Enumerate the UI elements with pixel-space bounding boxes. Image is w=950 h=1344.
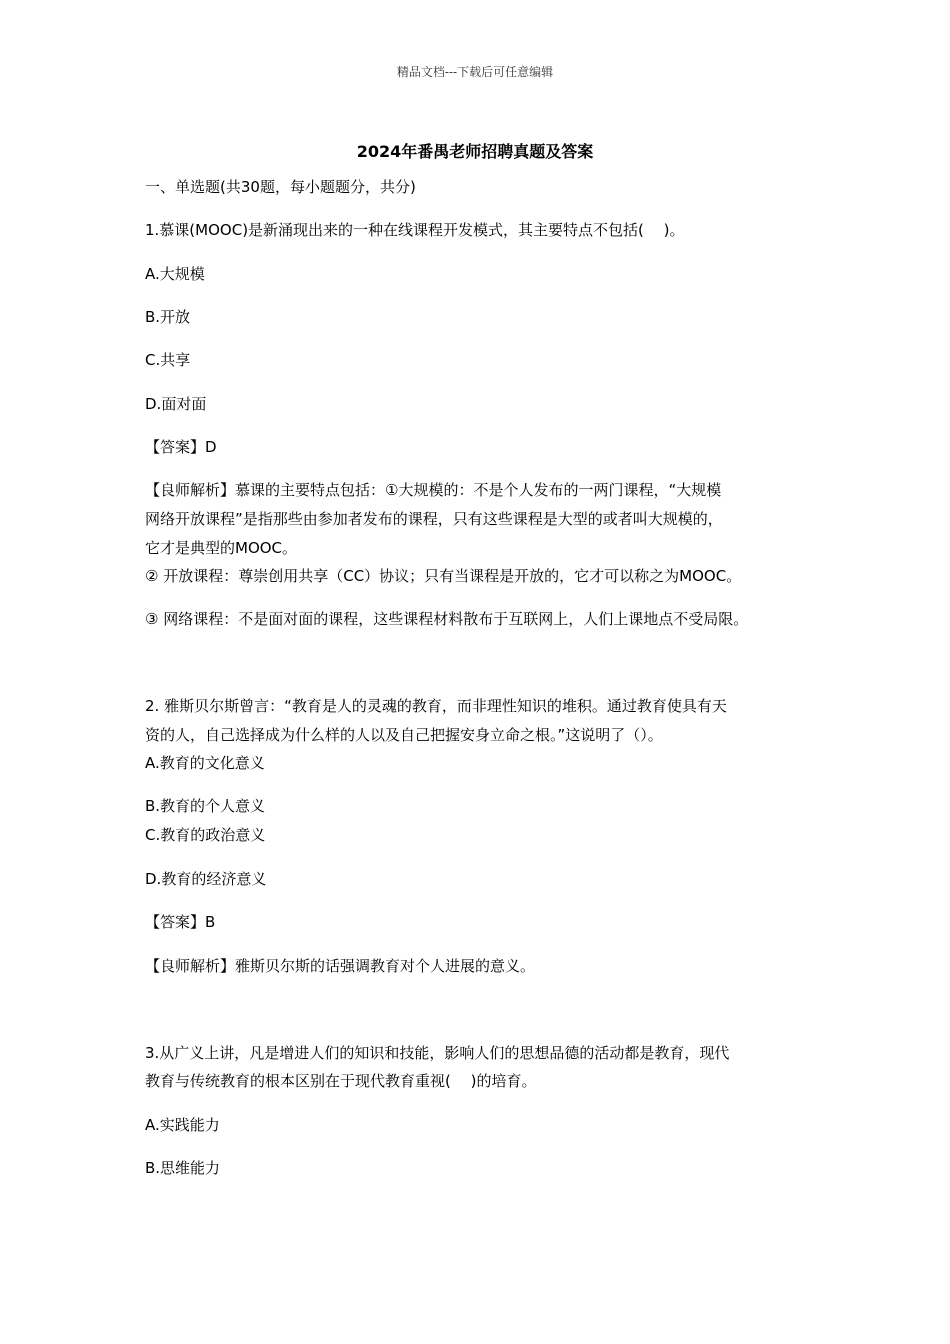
question-1-answer: 【答案】D [145,438,217,456]
question-1-stem: 1.慕课(MOOC)是新涌现出来的一种在线课程开发模式，其主要特点不包括( )。 [145,221,685,239]
question-1-analysis-line: 网络开放课程”是指那些由参加者发布的课程，只有这些课程是大型的或者叫大规模的， [145,510,723,528]
question-2-answer: 【答案】B [145,913,216,931]
question-2-option-d: D.教育的经济意义 [145,870,267,888]
question-2-stem: 资的人，自己选择成为什么样的人以及自己把握安身立命之根。”这说明了（）。 [145,726,663,744]
question-2-option-c: C.教育的政治意义 [145,826,266,844]
document-title: 2024年番禺老师招聘真题及答案 [356,142,594,161]
question-2-analysis-line: 【良师解析】雅斯贝尔斯的话强调教育对个人进展的意义。 [145,957,536,975]
question-3-stem: 教育与传统教育的根本区别在于现代教育重视( )的培育。 [145,1072,537,1090]
question-2-stem: 2. 雅斯贝尔斯曾言：“教育是人的灵魂的教育，而非理性知识的堆积。通过教育使具有天 [145,697,727,715]
question-2-option-b: B.教育的个人意义 [145,797,266,815]
question-1-option-c: C.共享 [145,351,191,369]
question-1-option-a: A.大规模 [145,265,205,283]
question-1-analysis-line: 它才是典型的MOOC。 [145,539,298,557]
question-1-option-b: B.开放 [145,308,191,326]
question-3-option-a: A.实践能力 [145,1116,220,1134]
page-header: 精品文档---下载后可任意编辑 [396,65,554,79]
question-1-analysis-line: 【良师解析】慕课的主要特点包括：①大规模的：不是个人发布的一两门课程，“大规模 [145,481,722,499]
question-1-option-d: D.面对面 [145,395,207,413]
section-heading: 一、单选题(共30题，每小题题分，共分) [145,178,416,196]
question-3-option-b: B.思维能力 [145,1159,221,1177]
question-1-analysis-line: ③ 网络课程：不是面对面的课程，这些课程材料散布于互联网上，人们上课地点不受局限。 [145,610,749,628]
question-2-option-a: A.教育的文化意义 [145,754,265,772]
question-3-stem: 3.从广义上讲，凡是增进人们的知识和技能，影响人们的思想品德的活动都是教育，现代 [145,1044,730,1062]
question-1-analysis-line: ② 开放课程：尊崇创用共享（CC）协议；只有当课程是开放的，它才可以称之为MOOC。 [145,567,742,585]
